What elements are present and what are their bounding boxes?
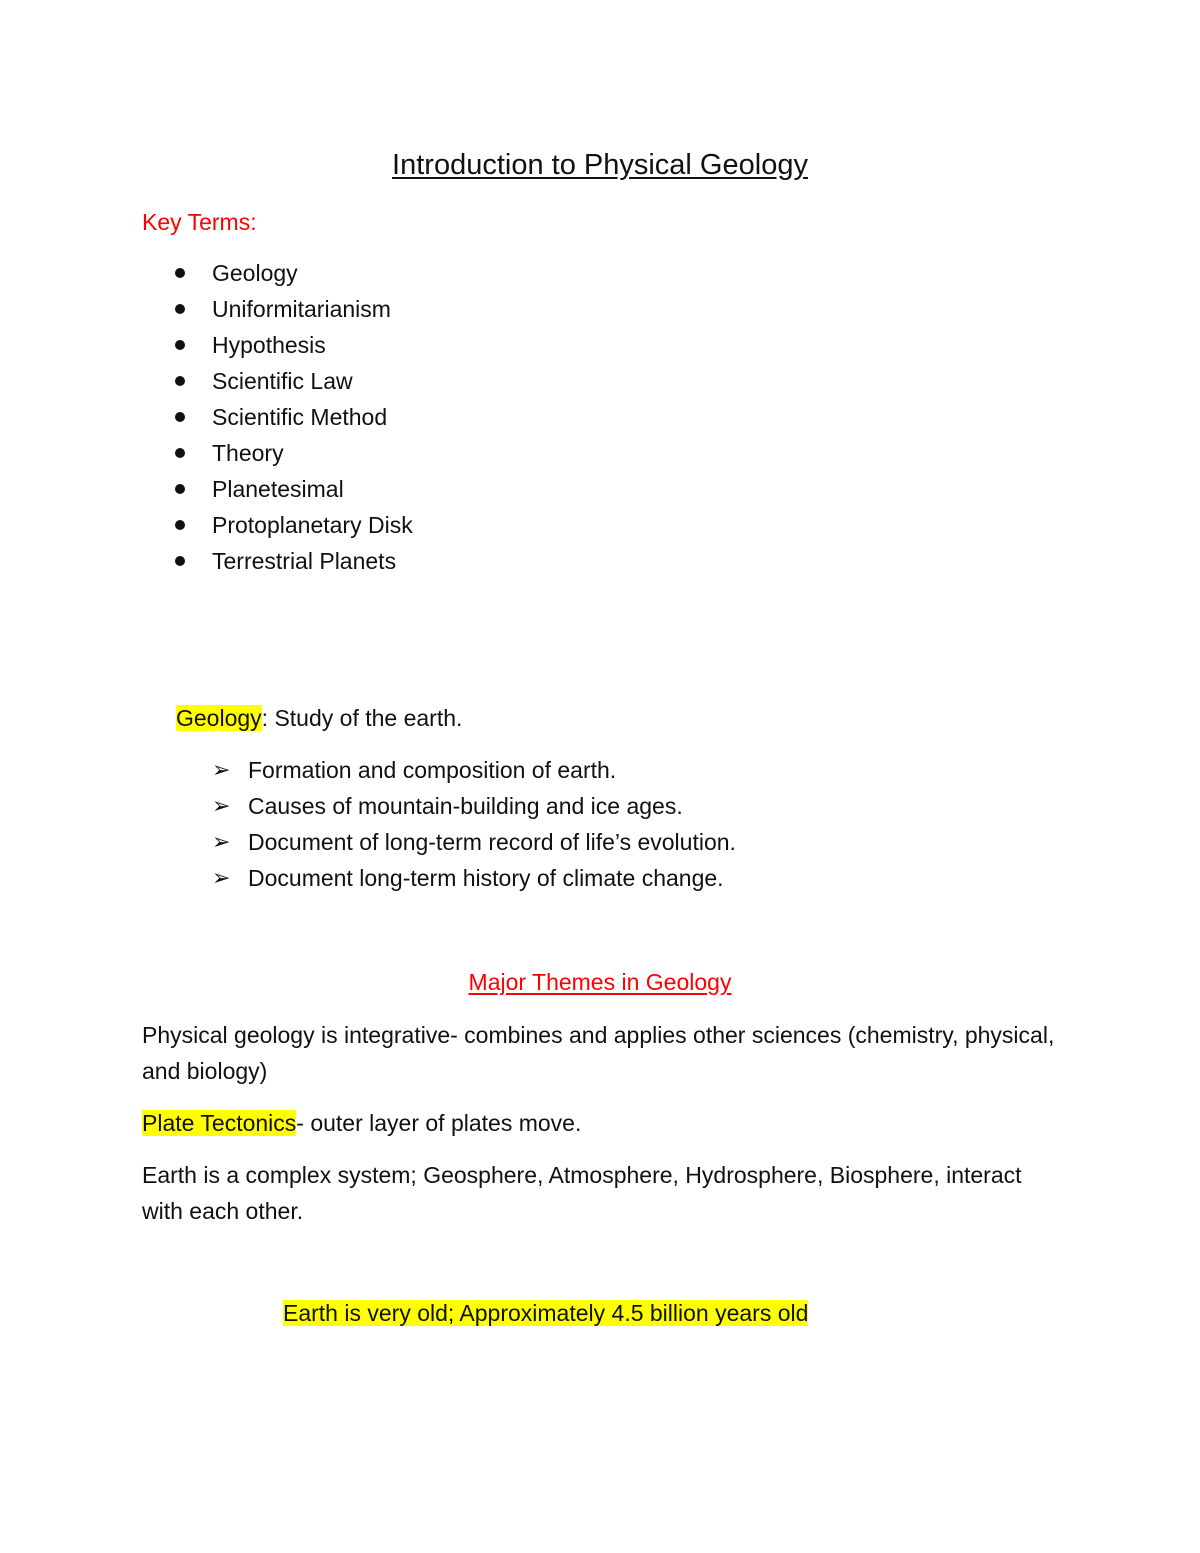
geology-points-list — [212, 755, 736, 899]
bullet-icon — [175, 520, 185, 530]
document-title: Introduction to Physical Geology — [392, 149, 808, 181]
arrow-bullet-icon: ➢ — [212, 865, 231, 890]
highlighted-term: Plate Tectonics — [142, 1110, 297, 1136]
bullet-icon — [175, 412, 185, 422]
list-item: Planetesimal — [172, 474, 413, 510]
bullet-icon — [175, 484, 185, 494]
list-item: Geology — [172, 258, 413, 294]
list-item: ➢ Causes of mountain-building and ice ages. — [212, 793, 683, 819]
list-item: Hypothesis — [172, 330, 413, 366]
arrow-bullet-icon: ➢ — [212, 793, 231, 818]
geology-definition: Geology: Study of the earth. — [176, 705, 463, 731]
bullet-icon — [175, 268, 185, 278]
list-item: Theory — [172, 438, 413, 474]
plate-tectonics-paragraph: Plate Tectonics- outer layer of plates move. — [142, 1110, 582, 1136]
list-item: Terrestrial Planets — [172, 546, 413, 582]
list-item: Scientific Law — [172, 366, 413, 402]
arrow-bullet-icon: ➢ — [212, 829, 231, 854]
major-themes-heading: Major Themes in Geology — [468, 969, 732, 995]
list-item: Scientific Method — [172, 402, 413, 438]
bullet-icon — [175, 376, 185, 386]
earth-age-statement: Earth is very old; Approximately 4.5 billion years old — [283, 1300, 809, 1326]
list-item: ➢ Document long-term history of climate change. — [212, 865, 724, 891]
key-terms-heading: Key Terms: — [142, 209, 257, 235]
key-terms-list — [172, 258, 413, 582]
arrow-bullet-icon: ➢ — [212, 757, 231, 782]
earth-system-paragraph: Earth is a complex system; Geosphere, Atmosphere, Hydrosphere, Biosphere, interact with each other. — [142, 1162, 1022, 1224]
bullet-icon — [175, 448, 185, 458]
integrative-paragraph: Physical geology is integrative- combines and applies other sciences (chemistry, physical, and biology) — [142, 1022, 1055, 1084]
bullet-icon — [175, 556, 185, 566]
bullet-icon — [175, 340, 185, 350]
list-item: ➢ Document of long-term record of life’s evolution. — [212, 829, 736, 855]
list-item: ➢ Formation and composition of earth. — [212, 757, 617, 783]
list-item: Protoplanetary Disk — [172, 510, 413, 546]
highlighted-term: Geology — [176, 705, 262, 731]
list-item: Uniformitarianism — [172, 294, 413, 330]
bullet-icon — [175, 304, 185, 314]
